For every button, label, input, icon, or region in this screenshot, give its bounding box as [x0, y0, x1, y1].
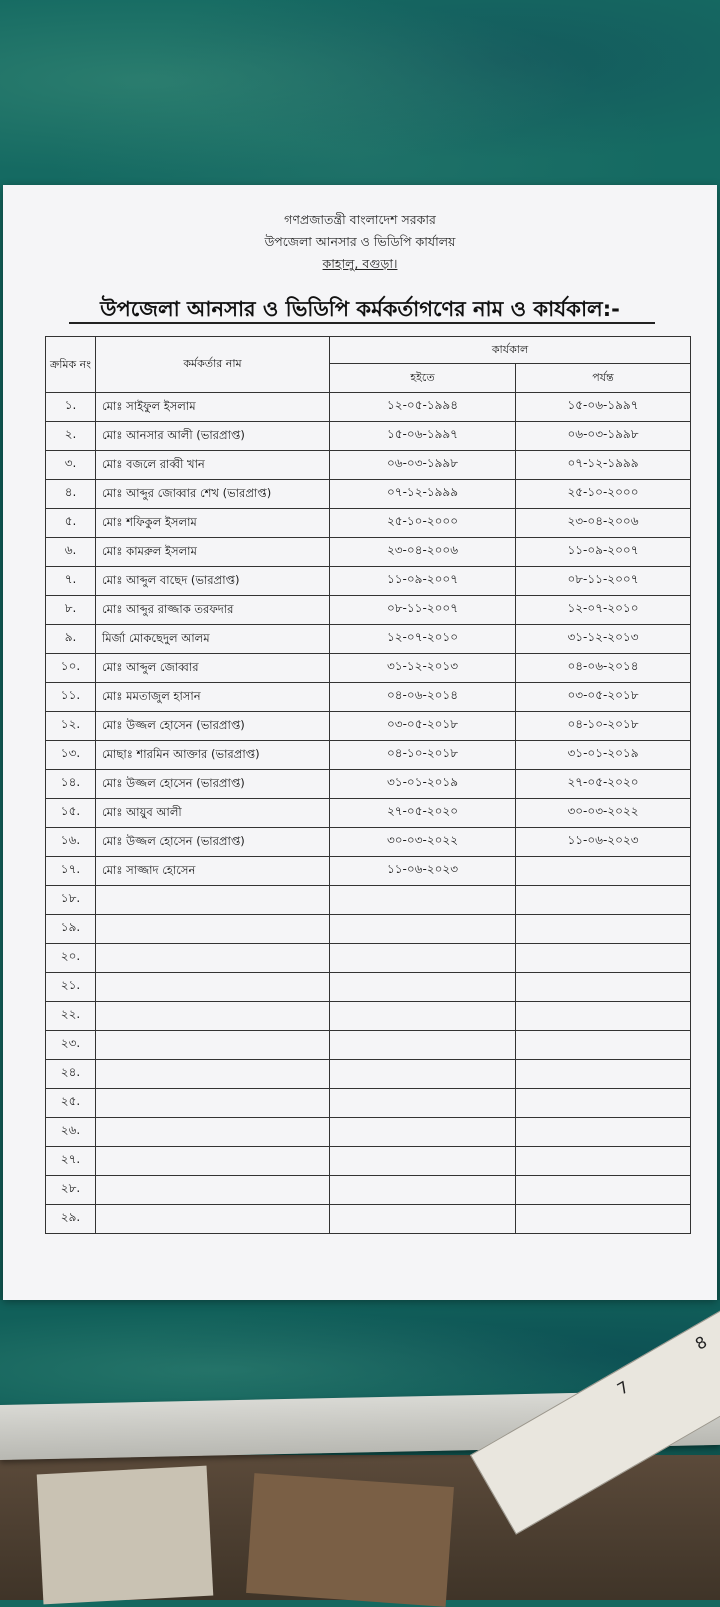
tenure-from-cell: ০৩-০৫-২০১৮ [330, 712, 516, 741]
serial-cell: ১৮. [46, 886, 96, 915]
tenure-to-cell: ০৬-০৩-১৯৯৮ [516, 422, 691, 451]
serial-cell: ৪. [46, 480, 96, 509]
table-body [46, 393, 691, 1234]
serial-cell: ১০. [46, 654, 96, 683]
serial-cell: ২৫. [46, 1089, 96, 1118]
tenure-to-cell: ১১-০৯-২০০৭ [516, 538, 691, 567]
tenure-to-cell [516, 1060, 691, 1089]
tenure-from-cell: ০৮-১১-২০০৭ [330, 596, 516, 625]
officer-name-cell: মোছাঃ শারমিন আক্তার (ভারপ্রাপ্ত) [96, 741, 330, 770]
serial-cell: ১৭. [46, 857, 96, 886]
serial-cell: ৯. [46, 625, 96, 654]
serial-cell: ৮. [46, 596, 96, 625]
table-row [46, 712, 691, 741]
tenure-to-cell: ৩১-০১-২০১৯ [516, 741, 691, 770]
tenure-to-cell: ০৪-০৬-২০১৪ [516, 654, 691, 683]
officer-name-cell: মোঃ উজ্জল হোসেন (ভারপ্রাপ্ত) [96, 828, 330, 857]
serial-cell: ১১. [46, 683, 96, 712]
document-title: উপজেলা আনসার ও ভিডিপি কর্মকর্তাগণের নাম ও কার্যকাল:- [100, 297, 620, 321]
table-row [46, 828, 691, 857]
officer-name-cell: মোঃ বজলে রাব্বী খান [96, 451, 330, 480]
table-row [46, 625, 691, 654]
table-row [46, 480, 691, 509]
officer-name-cell [96, 1118, 330, 1147]
serial-cell: ১৬. [46, 828, 96, 857]
serial-cell: ২৯. [46, 1205, 96, 1234]
tenure-from-cell [330, 973, 516, 1002]
tenure-from-cell: ১১-০৯-২০০৭ [330, 567, 516, 596]
table-row [46, 1089, 691, 1118]
tenure-from-cell [330, 1147, 516, 1176]
table-row [46, 1147, 691, 1176]
tenure-from-cell [330, 915, 516, 944]
serial-cell: ১৩. [46, 741, 96, 770]
tenure-to-cell [516, 944, 691, 973]
table-row [46, 770, 691, 799]
table-row [46, 451, 691, 480]
tenure-from-cell [330, 1031, 516, 1060]
officer-name-cell: মোঃ উজ্জল হোসেন (ভারপ্রাপ্ত) [96, 770, 330, 799]
table-row [46, 422, 691, 451]
officer-name-cell: মোঃ মমতাজুল হাসান [96, 683, 330, 712]
tenure-to-cell: ১১-০৬-২০২৩ [516, 828, 691, 857]
officer-tenure-table [45, 336, 691, 1234]
officer-name-cell [96, 915, 330, 944]
table-row [46, 654, 691, 683]
tenure-to-cell: ১৫-০৬-১৯৯৭ [516, 393, 691, 422]
tenure-to-cell [516, 1176, 691, 1205]
serial-cell: ১৯. [46, 915, 96, 944]
officer-name-cell: মোঃ উজ্জল হোসেন (ভারপ্রাপ্ত) [96, 712, 330, 741]
officer-name-cell: মোঃ শফিকুল ইসলাম [96, 509, 330, 538]
column-header-tenure: কার্যকাল [330, 337, 691, 364]
officer-name-cell [96, 1176, 330, 1205]
officer-name-cell [96, 973, 330, 1002]
table-row [46, 393, 691, 422]
table-row [46, 1031, 691, 1060]
serial-cell: ৩. [46, 451, 96, 480]
table-row [46, 944, 691, 973]
table-row [46, 509, 691, 538]
table-row [46, 1002, 691, 1031]
tenure-from-cell: ০৪-০৬-২০১৪ [330, 683, 516, 712]
tenure-to-cell: ২৫-১০-২০০০ [516, 480, 691, 509]
serial-cell: ২৮. [46, 1176, 96, 1205]
document-paper [3, 185, 717, 1300]
background-fabric-top [0, 0, 720, 200]
tenure-from-cell: ১২-০৫-১৯৯৪ [330, 393, 516, 422]
table-row [46, 799, 691, 828]
serial-cell: ২০. [46, 944, 96, 973]
tenure-from-cell: ১২-০৭-২০১০ [330, 625, 516, 654]
tenure-to-cell: ০৭-১২-১৯৯৯ [516, 451, 691, 480]
serial-cell: ২. [46, 422, 96, 451]
tenure-from-cell [330, 1118, 516, 1147]
header-government: গণপ্রজাতন্ত্রী বাংলাদেশ সরকার [284, 212, 436, 227]
tenure-to-cell: ০৩-০৫-২০১৮ [516, 683, 691, 712]
column-header-from: হইতে [330, 364, 516, 393]
title-underline [69, 322, 655, 324]
header-office: উপজেলা আনসার ও ভিডিপি কার্যালয় [264, 234, 456, 249]
tenure-from-cell: ০৬-০৩-১৯৯৮ [330, 451, 516, 480]
officer-name-cell: মির্জা মোকছেদুল আলম [96, 625, 330, 654]
officer-name-cell [96, 944, 330, 973]
officer-name-cell [96, 1147, 330, 1176]
table-row [46, 973, 691, 1002]
tenure-to-cell: ০৪-১০-২০১৮ [516, 712, 691, 741]
officer-name-cell: মোঃ সাজ্জাদ হোসেন [96, 857, 330, 886]
header-location: কাহালু, বগুড়া। [322, 256, 398, 271]
tenure-to-cell: ২৩-০৪-২০০৬ [516, 509, 691, 538]
tenure-to-cell: ২৭-০৫-২০২০ [516, 770, 691, 799]
tenure-to-cell: ০৮-১১-২০০৭ [516, 567, 691, 596]
tenure-from-cell [330, 886, 516, 915]
column-header-serial: ক্রমিক নং [46, 337, 96, 393]
table-row [46, 1060, 691, 1089]
tenure-from-cell: ২৩-০৪-২০০৬ [330, 538, 516, 567]
serial-cell: ২৬. [46, 1118, 96, 1147]
tenure-to-cell [516, 1147, 691, 1176]
tenure-from-cell [330, 1176, 516, 1205]
tenure-to-cell [516, 886, 691, 915]
tenure-from-cell: ৩১-০১-২০১৯ [330, 770, 516, 799]
tenure-from-cell: ০৭-১২-১৯৯৯ [330, 480, 516, 509]
column-header-name: কর্মকর্তার নাম [96, 337, 330, 393]
officer-name-cell [96, 886, 330, 915]
serial-cell: ২৪. [46, 1060, 96, 1089]
ruler-number: 8 [691, 1332, 711, 1354]
table-row [46, 683, 691, 712]
tenure-from-cell: ০৪-১০-২০১৮ [330, 741, 516, 770]
tenure-from-cell: ১৫-০৬-১৯৯৭ [330, 422, 516, 451]
ruler-number: 7 [613, 1377, 633, 1399]
serial-cell: ১৫. [46, 799, 96, 828]
table-row [46, 741, 691, 770]
tenure-from-cell: ২৭-০৫-২০২০ [330, 799, 516, 828]
table-row [46, 596, 691, 625]
tenure-from-cell [330, 944, 516, 973]
officer-name-cell [96, 1031, 330, 1060]
tenure-from-cell: ১১-০৬-২০২৩ [330, 857, 516, 886]
officer-name-cell: মোঃ আব্দুর জোব্বার শেখ (ভারপ্রাপ্ত) [96, 480, 330, 509]
officer-name-cell: মোঃ আনসার আলী (ভারপ্রাপ্ত) [96, 422, 330, 451]
column-header-to: পর্যন্ত [516, 364, 691, 393]
floor-object-packet [246, 1473, 454, 1607]
tenure-to-cell [516, 1205, 691, 1234]
tenure-to-cell [516, 1089, 691, 1118]
table-row [46, 857, 691, 886]
serial-cell: ১২. [46, 712, 96, 741]
officer-name-cell: মোঃ আব্দুল জোব্বার [96, 654, 330, 683]
table-row [46, 1118, 691, 1147]
tenure-from-cell [330, 1060, 516, 1089]
tenure-to-cell [516, 1031, 691, 1060]
table-row [46, 538, 691, 567]
serial-cell: ৭. [46, 567, 96, 596]
serial-cell: ৫. [46, 509, 96, 538]
tenure-to-cell [516, 1002, 691, 1031]
tenure-to-cell [516, 915, 691, 944]
tenure-to-cell: ৩০-০৩-২০২২ [516, 799, 691, 828]
officer-name-cell: মোঃ কামরুল ইসলাম [96, 538, 330, 567]
serial-cell: ২৩. [46, 1031, 96, 1060]
officer-name-cell: মোঃ আয়ুব আলী [96, 799, 330, 828]
tenure-from-cell [330, 1089, 516, 1118]
tenure-to-cell: ৩১-১২-২০১৩ [516, 625, 691, 654]
officer-name-cell [96, 1002, 330, 1031]
tenure-from-cell [330, 1205, 516, 1234]
tenure-to-cell: ১২-০৭-২০১০ [516, 596, 691, 625]
tenure-from-cell: ৩১-১২-২০১৩ [330, 654, 516, 683]
table-row [46, 1176, 691, 1205]
tenure-from-cell [330, 1002, 516, 1031]
serial-cell: ১. [46, 393, 96, 422]
officer-name-cell: মোঃ আব্দুল বাছেদ (ভারপ্রাপ্ত) [96, 567, 330, 596]
serial-cell: ১৪. [46, 770, 96, 799]
serial-cell: ২৭. [46, 1147, 96, 1176]
serial-cell: ২২. [46, 1002, 96, 1031]
tenure-to-cell [516, 857, 691, 886]
officer-name-cell [96, 1205, 330, 1234]
table-header-row [46, 337, 691, 364]
tenure-from-cell: ২৫-১০-২০০০ [330, 509, 516, 538]
serial-cell: ৬. [46, 538, 96, 567]
table-row [46, 567, 691, 596]
table-row [46, 1205, 691, 1234]
tenure-to-cell [516, 973, 691, 1002]
tenure-to-cell [516, 1118, 691, 1147]
officer-name-cell [96, 1060, 330, 1089]
table-row [46, 915, 691, 944]
officer-name-cell: মোঃ আব্দুর রাজ্জাক তরফদার [96, 596, 330, 625]
tenure-from-cell: ৩০-০৩-২০২২ [330, 828, 516, 857]
serial-cell: ২১. [46, 973, 96, 1002]
officer-name-cell [96, 1089, 330, 1118]
officer-name-cell: মোঃ সাইফুল ইসলাম [96, 393, 330, 422]
floor-object-box [37, 1466, 214, 1605]
table-row [46, 886, 691, 915]
